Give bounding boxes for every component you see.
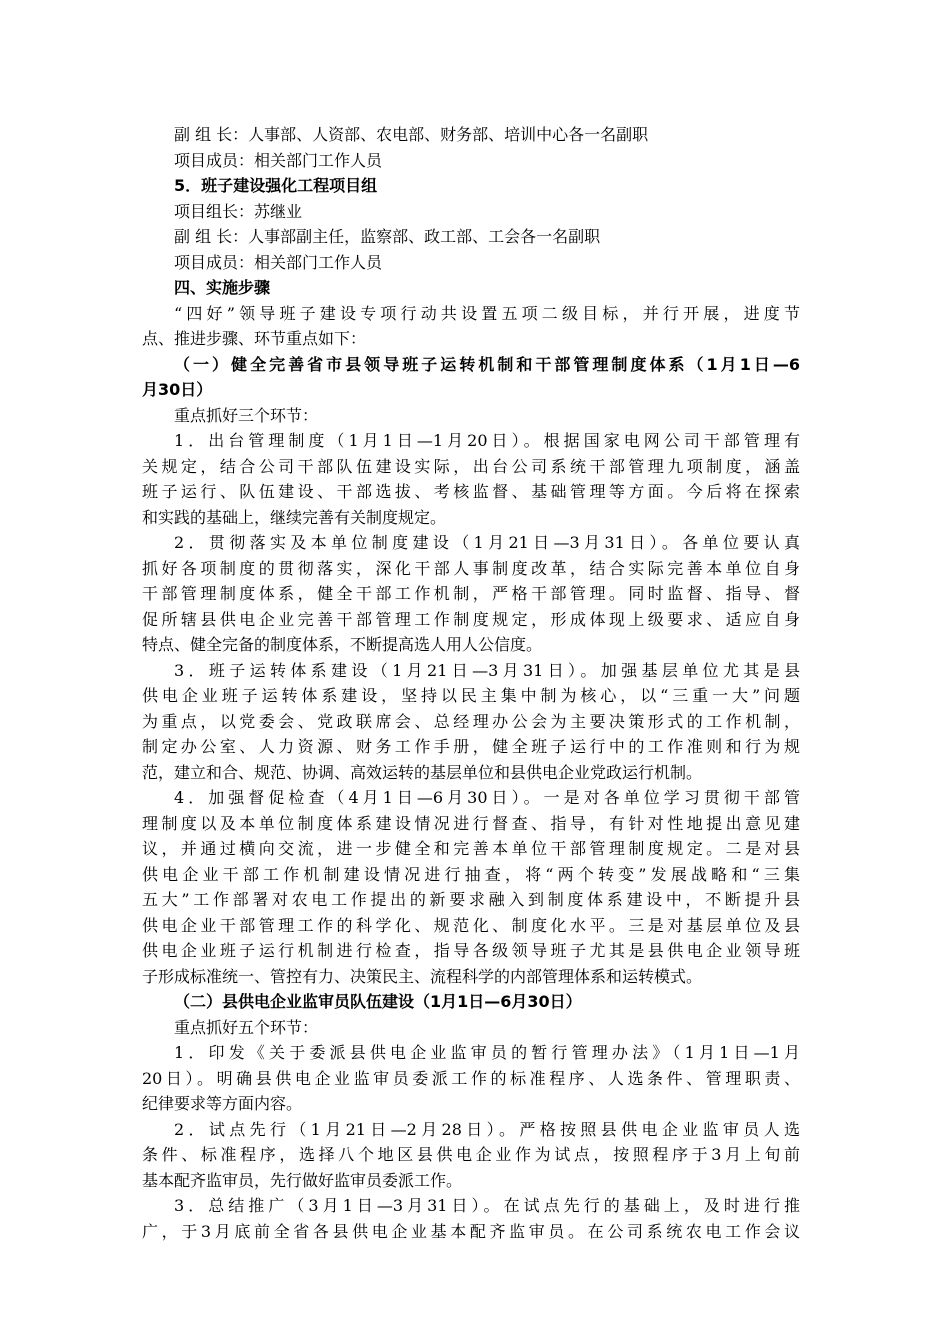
task-2-line: 基本配齐监审员，先行做好监审员委派工作。 [142,1170,463,1190]
task-1-line: 1．印发《关于委派县供电企业监审员的暂行管理办法》（1月1日—1月 [174,1043,800,1062]
step-4-line: 4．加强督促检查（4月1日—6月30日）。一是对各单位学习贯彻干部管 [174,788,800,807]
deputy-leader-line-2: 副 组 长：人事部副主任，监察部、政工部、工会各一名副职 [174,227,601,246]
step-2-line: 2．贯彻落实及本单位制度建设（1月21日—3月31日）。各单位要认真 [174,533,800,552]
task-1-line: 纪律要求等方面内容。 [142,1094,303,1113]
subheading-2: （二）县供电企业监审员队伍建设（1月1日—6月30日） [174,992,582,1011]
step-4-line: 理制度以及本单位制度体系建设情况进行督查、指导，有针对性地提出意见建 [142,813,800,833]
step-4-line: 供电企业班子运行机制进行检查，指导各级领导班子尤其是县供电企业领导班 [142,941,800,960]
intro-para-line-2: 点、推进步骤、环节重点如下： [142,329,367,348]
step-3-line: 3．班子运转体系建设（1月21日—3月31日）。加强基层单位尤其是县 [174,660,800,680]
leader-line: 项目组长：苏继业 [174,201,303,221]
members-line: 项目成员：相关部门工作人员 [174,150,383,170]
task-3-line: 广，于3月底前全省各县供电企业基本配齐监审员。在公司系统农电工作会议 [142,1221,800,1241]
step-3-line: 制定办公室、人力资源、财务工作手册，健全班子运行中的工作准则和行为规 [142,737,800,756]
key-points-1: 重点抓好三个环节： [174,405,319,425]
step-4-line: 议，并通过横向交流，进一步健全和完善本单位干部管理制度规定。二是对县 [142,839,800,858]
step-4-line: 供电企业干部管理工作的科学化、规范化、制度化水平。三是对基层单位及县 [142,915,800,935]
step-3-line: 供电企业班子运转体系建设，坚持以民主集中制为核心，以“三重一大”问题 [142,686,800,705]
step-1-line: 1．出台管理制度（1月1日—1月20日）。根据国家电网公司干部管理有 [174,431,800,450]
task-2-line: 条件、标准程序，选择八个地区县供电企业作为试点，按照程序于3月上旬前 [142,1145,800,1164]
step-4-line: 供电企业干部工作机制建设情况进行抽查，将“两个转变”发展战略和“三集 [142,864,800,884]
task-2-line: 2．试点先行（1月21日—2月28日）。严格按照县供电企业监审员人选 [174,1119,800,1139]
subheading-1-line-1: （一）健全完善省市县领导班子运转机制和干部管理制度体系（1月1日—6 [174,354,800,374]
step-2-line: 促所辖县供电企业完善干部管理工作制度规定，形成体现上级要求、适应自身 [142,609,800,629]
step-4-line: 五大”工作部署对农电工作提出的新要求融入到制度体系建设中，不断提升县 [142,890,800,909]
step-1-line: 班子运行、队伍建设、干部选拔、考核监督、基础管理等方面。今后将在探索 [142,482,800,501]
deputy-leader-line: 副 组 长：人事部、人资部、农电部、财务部、培训中心各一名副职 [174,125,649,144]
step-4-line: 子形成标准统一、管控有力、决策民主、流程科学的内部管理体系和运转模式。 [142,966,703,986]
step-2-line: 抓好各项制度的贯彻落实，深化干部人事制度改革，结合实际完善本单位自身 [142,558,800,578]
key-points-2: 重点抓好五个环节： [174,1017,319,1037]
subheading-1-line-2: 月30日） [142,380,213,399]
task-3-line: 3．总结推广（3月1日—3月31日）。在试点先行的基础上，及时进行推 [174,1196,800,1215]
step-2-line: 特点、健全完备的制度体系，不断提高选人用人公信度。 [142,635,543,654]
step-1-line: 关规定，结合公司干部队伍建设实际，出台公司系统干部管理九项制度，涵盖 [142,456,800,476]
task-1-line: 20日）。明确县供电企业监审员委派工作的标准程序、人选条件、管理职责、 [142,1068,800,1088]
step-3-line: 范，建立和合、规范、协调、高效运转的基层单位和县供电企业党政运行机制。 [142,762,703,782]
section-heading-5: 5．班子建设强化工程项目组 [174,176,378,195]
section-heading-steps: 四、实施步骤 [174,278,271,297]
step-3-line: 为重点，以党委会、党政联席会、总经理办公会为主要决策形式的工作机制， [142,711,800,731]
step-1-line: 和实践的基础上，继续完善有关制度规定。 [142,507,447,527]
members-line-2: 项目成员：相关部门工作人员 [174,252,383,272]
intro-para-line-1: “四好”领导班子建设专项行动共设置五项二级目标，并行开展，进度节 [174,303,800,323]
step-2-line: 干部管理制度体系，健全干部工作机制，严格干部管理。同时监督、指导、督 [142,584,800,603]
